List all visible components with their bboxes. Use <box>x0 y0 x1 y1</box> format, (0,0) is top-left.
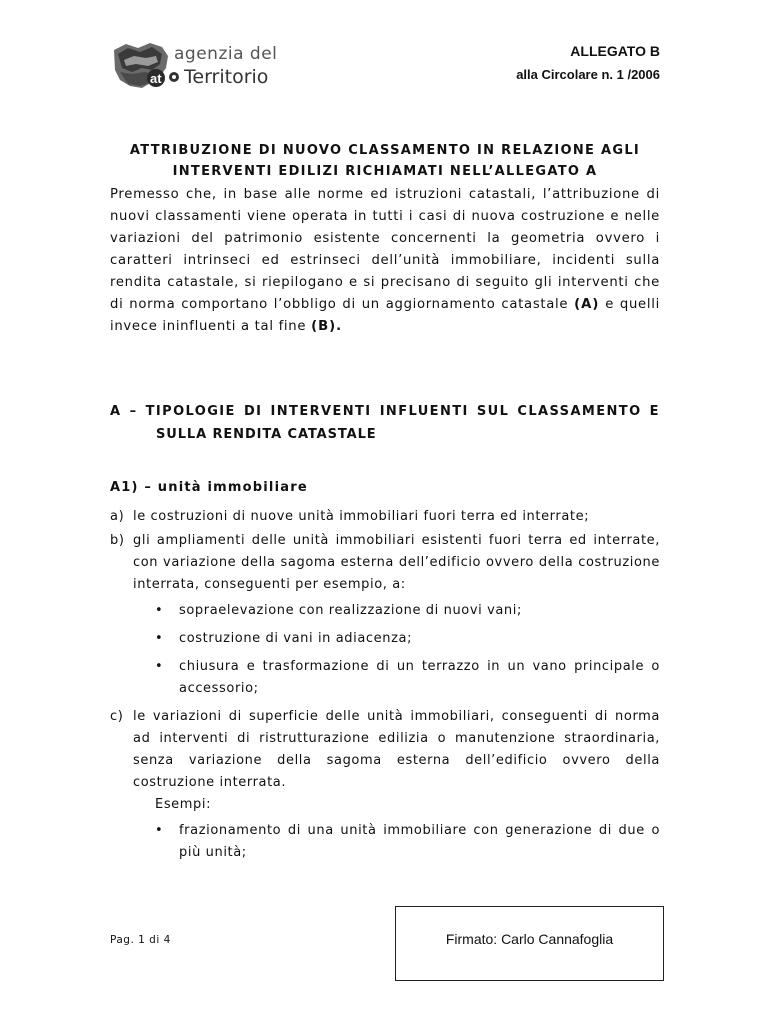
section-a-heading-line-1: A – TIPOLOGIE DI INTERVENTI INFLUENTI SUL CLASSAMENTO E <box>110 404 660 419</box>
circolare-reference: alla Circolare n. 1 /2006 <box>516 67 660 82</box>
document-title <box>110 140 660 182</box>
page-number: Pag. 1 di 4 <box>110 934 171 946</box>
bullet-icon: • <box>155 631 164 646</box>
bullet-item: • frazionamento di una unità immobiliare con generazione di due o più unità; <box>110 820 660 864</box>
logo-text-agenzia: agenzia del <box>174 44 278 64</box>
section-a-heading-line-2: SULLA RENDITA CATASTALE <box>156 427 377 442</box>
list-item-b <box>110 530 660 596</box>
title-line-1: ATTRIBUZIONE DI NUOVO CLASSAMENTO IN RELAZIONE AGLI <box>129 143 641 158</box>
intro-paragraph <box>110 184 660 338</box>
list-item-a <box>110 506 660 528</box>
esempi-label: Esempi: <box>155 797 212 812</box>
list-item-text: le variazioni di superficie delle unità immobiliari, conseguenti di norma ad interventi di ristrutturazione edilizia o manutenzione straordinaria, senza variazione della sagoma esterna dell’edificio ovvero della costruzione interrata. <box>133 709 660 790</box>
intro-text-1: Premesso che, in base alle norme ed istruzioni catastali, l’attribuzione di nuovi classamenti viene operata in tutti i casi di nuova costruzione e nelle variazioni del patrimonio esistente concernenti la geometria ovvero i caratteri intrinseci ed estrinseci dell’unità immobiliare, incidenti sulla rendita catastale, si riepilogano e si precisano di seguito gli interventi che di norma comportano l’obbligo di un aggiornamento catastale <box>110 187 660 312</box>
section-a-heading <box>110 400 660 446</box>
list-item-text: gli ampliamenti delle unità immobiliari esistenti fuori terra ed interrate, con variazione della sagoma esterna dell’edificio ovvero della costruzione interrata, conseguenti per esempio, a: <box>133 533 660 592</box>
bullet-item: • costruzione di vani in adiacenza; <box>110 628 660 650</box>
intro-mark-a: (A) <box>574 297 600 312</box>
bullet-list-c <box>110 820 660 864</box>
allegato-label: ALLEGATO B <box>570 43 660 59</box>
list-item-c <box>110 706 660 794</box>
signature-box <box>395 906 664 981</box>
title-line-2: INTERVENTI EDILIZI RICHIAMATI NELL’ALLEGATO A <box>172 164 598 179</box>
bullet-icon: • <box>155 659 164 674</box>
logo-emblem-icon <box>112 42 170 90</box>
svg-text:at: at <box>150 71 162 86</box>
bullet-icon: • <box>155 603 164 618</box>
agenzia-territorio-logo <box>112 40 292 92</box>
bullet-list-b <box>110 600 660 700</box>
bullet-item: • sopraelevazione con realizzazione di nuovi vani; <box>110 600 660 622</box>
interventions-list <box>110 506 660 870</box>
logo-bullet-icon <box>168 71 180 83</box>
list-marker: c) <box>110 709 124 724</box>
list-item-text: le costruzioni di nuove unità immobiliari fuori terra ed interrate; <box>133 509 590 524</box>
list-marker: b) <box>110 533 125 548</box>
bullet-icon: • <box>155 823 164 838</box>
intro-text-2: e quelli invece ininfluenti a tal fine <box>110 297 660 334</box>
intro-mark-b: (B). <box>311 319 343 334</box>
logo-text-territorio: Territorio <box>184 66 269 88</box>
signature-text: Firmato: Carlo Cannafoglia <box>445 931 614 947</box>
list-marker: a) <box>110 509 125 524</box>
bullet-item: • chiusura e trasformazione di un terrazzo in un vano principale o accessorio; <box>110 656 660 700</box>
subsection-a1-heading: A1) – unità immobiliare <box>110 480 308 495</box>
